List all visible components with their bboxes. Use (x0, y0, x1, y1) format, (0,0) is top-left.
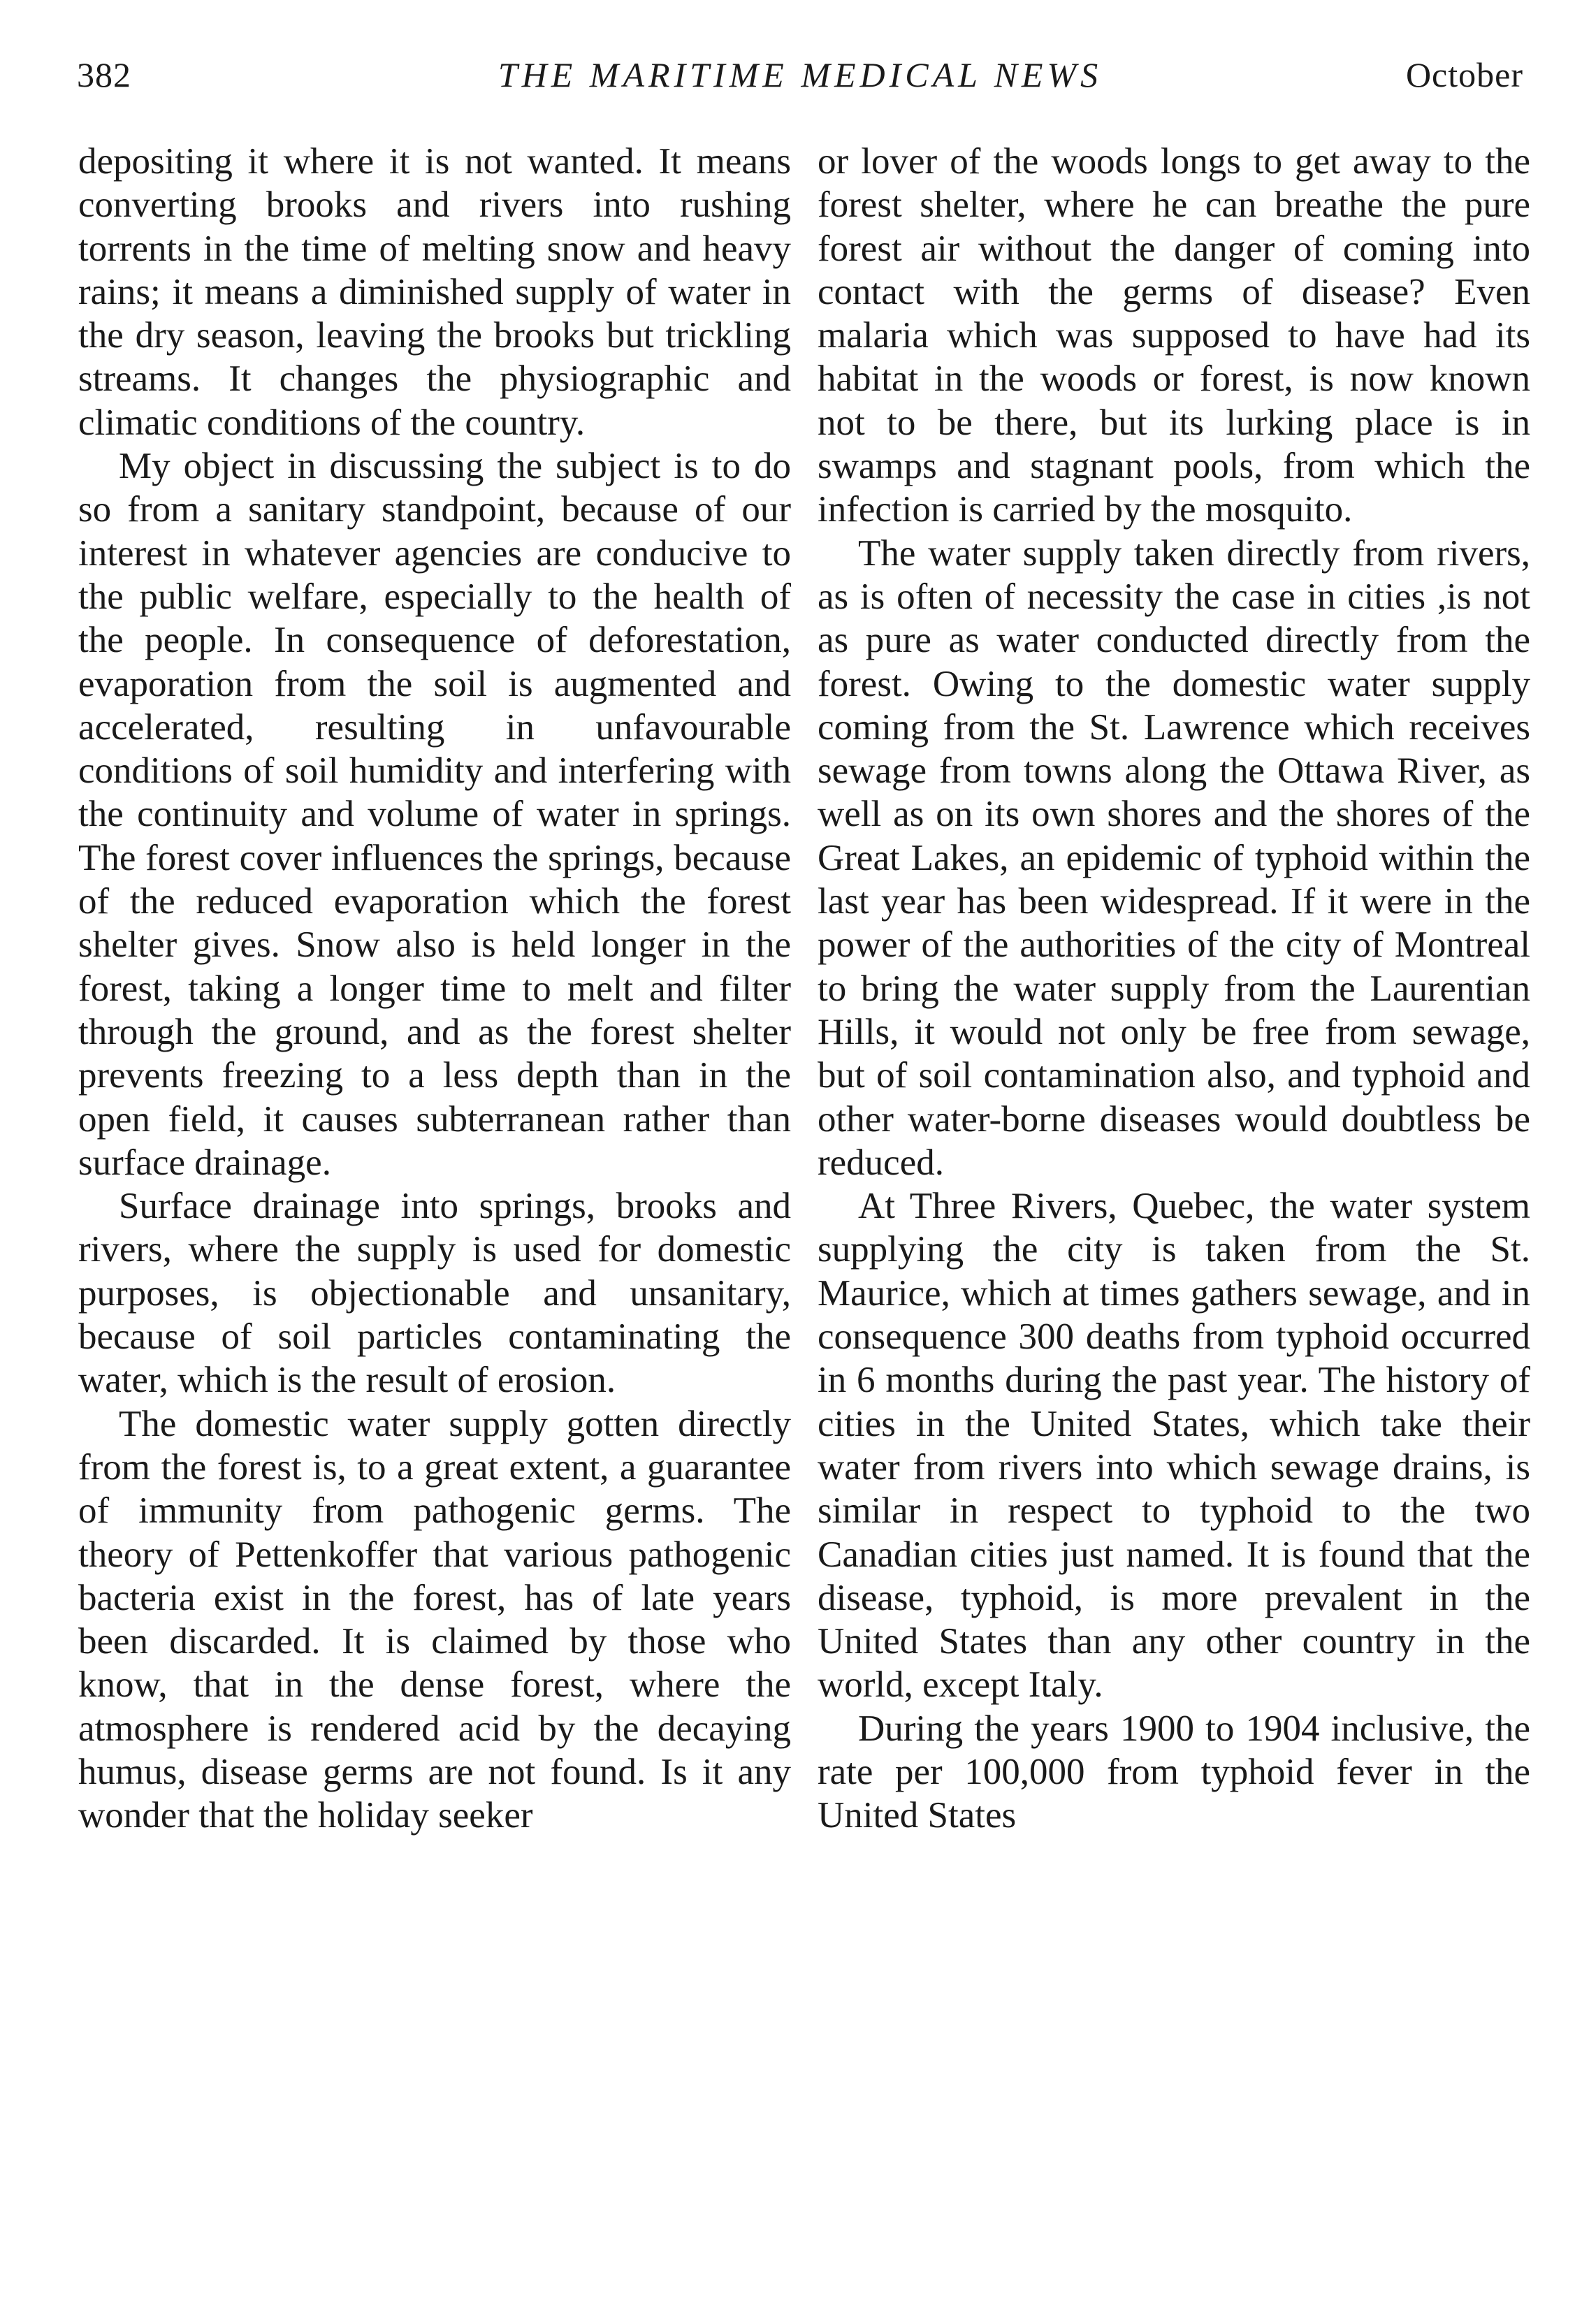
running-head (77, 55, 1523, 103)
paragraph: depositing it where it is not wanted. It means converting brooks and rivers into rushing torrents in the time of melting snow and heavy rains; it means a diminished supply of water in the dry season, leaving the brooks but trickling streams. It changes the physiographic and climatic conditions of the country. (78, 141, 791, 443)
paragraph: My object in discussing the subject is to do so from a sanitary standpoint, because of our interest in whatever agencies are conducive to the public welfare, especially to the health of the people. In consequence of deforestation, evaporation from the soil is augmented and accelerated, resulting in unfavourable conditions of soil humidity and interfering with the continuity and volume of water in springs. The forest cover influences the springs, because of the reduced evaporation which the forest shelter gives. Snow also is held longer in the forest, taking a longer time to melt and filter through the ground, and as the forest shelter prevents freezing to a less depth than in the open field, it causes subterranean rather than surface drainage. (78, 446, 791, 1183)
journal-title: THE MARITIME MEDICAL NEWS (498, 55, 1103, 94)
paragraph: or lover of the woods longs to get away to the forest shelter, where he can breathe the pure forest air without the danger of coming into contact with the germs of disease? Even malaria which was supposed to have had its habitat in the woods or forest, is now known not to be there, but its lurking place is in swamps and stagnant pools, from which the infection is carried by the mosquito. (818, 141, 1530, 530)
right-column (818, 140, 1530, 1838)
paragraph: Surface drainage into springs, brooks and rivers, where the supply is used for domestic purposes, is objectionable and unsanitary, because of soil particles contaminating the water, which is the result of erosion. (78, 1186, 791, 1401)
paragraph: During the years 1900 to 1904 inclusive, the rate per 100,000 from typhoid fever in the United States (818, 1708, 1530, 1836)
left-column (78, 140, 791, 1838)
paragraph: At Three Rivers, Quebec, the water system supplying the city is taken from the St. Maurice, which at times gathers sewage, and in consequence 300 deaths from typhoid occurred in 6 months during the past year. The history of cities in the United States, which take their water from rivers into which sewage drains, is similar in respect to typhoid to the two Canadian cities just named. It is found that the disease, typhoid, is more prevalent in the United States than any other country in the world, except Italy. (818, 1186, 1530, 1706)
paragraph: The domestic water supply gotten directly from the forest is, to a great extent, a guarantee of immunity from pathogenic germs. The theory of Pettenkoffer that various pathogenic bacteria exist in the forest, has of late years been discarded. It is claimed by those who know, that in the dense forest, where the atmosphere is rendered acid by the decaying humus, disease germs are not found. Is it any wonder that the holiday seeker (78, 1403, 791, 1836)
paragraph: The water supply taken directly from rivers, as is often of necessity the case in cities ,is not as pure as water conducted directly from the forest. Owing to the domestic water supply coming from the St. Lawrence which receives sewage from towns along the Ottawa River, as well as on its own shores and the shores of the Great Lakes, an epidemic of typhoid within the last year has been widespread. If it were in the power of the authorities of the city of Montreal to bring the water supply from the Laurentian Hills, it would not only be free from sewage, but of soil contamination also, and typhoid and other water-borne diseases would doubtless be reduced. (818, 532, 1530, 1183)
issue-month: October (1405, 55, 1523, 94)
page-number: 382 (77, 55, 131, 94)
